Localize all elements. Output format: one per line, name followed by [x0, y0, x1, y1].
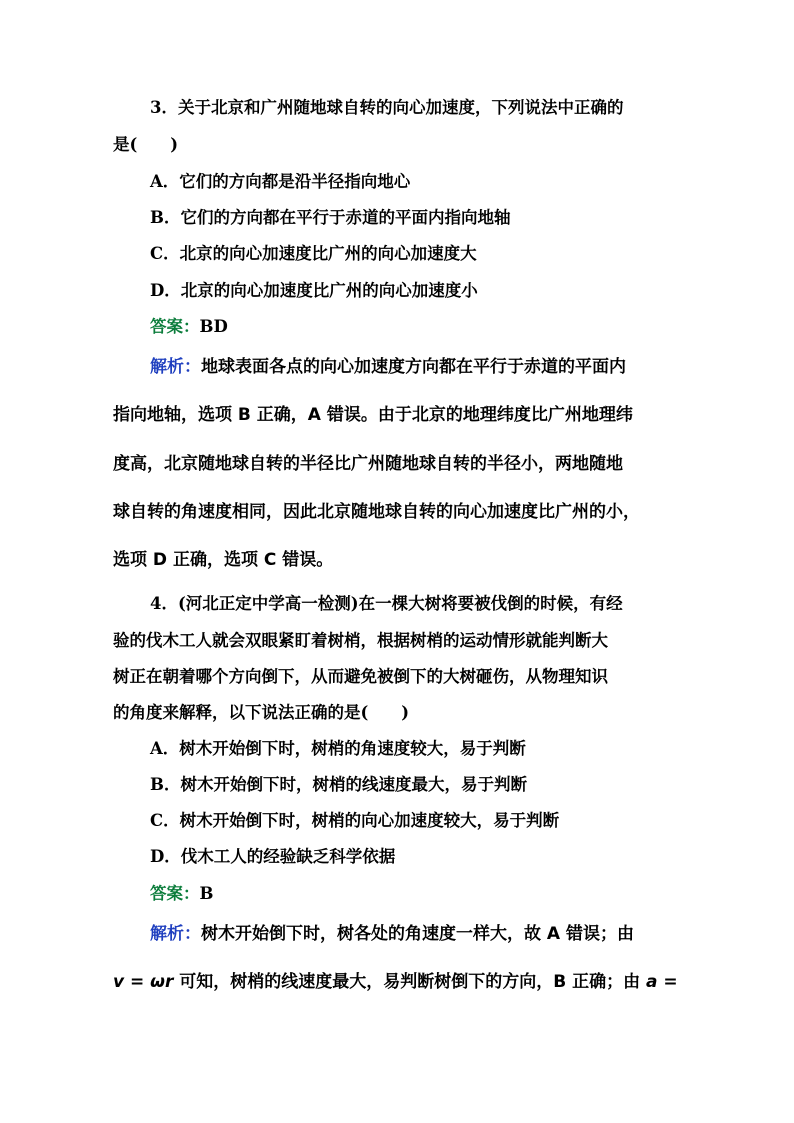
question-4-line-3: 树正在朝着哪个方向倒下，从而避免被倒下的大树砸伤，从物理知识 [113, 667, 608, 686]
answer-value: BD [199, 317, 228, 336]
question-3-line-2: 是( ) [113, 135, 179, 154]
question-3-option-b: B．它们的方向都在平行于赤道的平面内指向地轴 [150, 208, 511, 227]
question-3-analysis-line-1 [150, 356, 626, 378]
question-3-option-a: A．它们的方向都是沿半径指向地心 [150, 172, 411, 191]
question-3-analysis-line-2: 指向地轴，选项 B 正确，A 错误。由于北京的地理纬度比广州地理纬 [113, 405, 633, 425]
question-4-option-b: B．树木开始倒下时，树梢的线速度最大，易于判断 [150, 775, 527, 794]
answer-label: 答案： [150, 317, 200, 336]
question-4-option-d: D．伐木工人的经验缺乏科学依据 [150, 847, 396, 866]
question-4-line-2: 验的伐木工人就会双眼紧盯着树梢，根据树梢的运动情形就能判断大 [113, 631, 608, 650]
analysis-label: 解析： [150, 357, 201, 377]
answer-label: 答案： [150, 884, 200, 903]
question-3-analysis-line-5: 选项 D 正确，选项 C 错误。 [113, 550, 334, 570]
formula-v-omega-r: v = ωr [113, 972, 174, 992]
question-4-analysis-line-2 [113, 971, 678, 993]
question-3-analysis-line-4: 球自转的角速度相同，因此北京随地球自转的向心加速度比广州的小， [113, 502, 640, 522]
question-3-option-c: C．北京的向心加速度比广州的向心加速度大 [150, 244, 477, 263]
question-4-option-a: A．树木开始倒下时，树梢的角速度较大，易于判断 [150, 739, 526, 758]
question-4-option-c: C．树木开始倒下时，树梢的向心加速度较大，易于判断 [150, 811, 560, 830]
question-3-analysis-line-3: 度高，北京随地球自转的半径比广州随地球自转的半径小，两地随地 [113, 454, 623, 474]
question-4-line-4: 的角度来解释，以下说法正确的是( ) [113, 703, 410, 722]
question-4-answer [150, 883, 213, 905]
analysis-text: 地球表面各点的向心加速度方向都在平行于赤道的平面内 [201, 357, 626, 377]
analysis-label: 解析： [150, 924, 201, 944]
formula-a: a = [646, 972, 678, 992]
question-3-answer [150, 316, 228, 338]
question-3-line-1: 3．关于北京和广州随地球自转的向心加速度，下列说法中正确的 [150, 98, 624, 117]
analysis-text: 树木开始倒下时，树各处的角速度一样大，故 A 错误；由 [201, 924, 634, 944]
question-3-option-d: D．北京的向心加速度比广州的向心加速度小 [150, 281, 478, 300]
question-4-line-1: 4．(河北正定中学高一检测)在一棵大树将要被伐倒的时候，有经 [150, 594, 623, 613]
question-4-analysis-line-1 [150, 923, 634, 945]
analysis-text: 可知，树梢的线速度最大，易判断树倒下的方向，B 正确；由 [173, 972, 647, 992]
answer-value: B [199, 884, 214, 903]
